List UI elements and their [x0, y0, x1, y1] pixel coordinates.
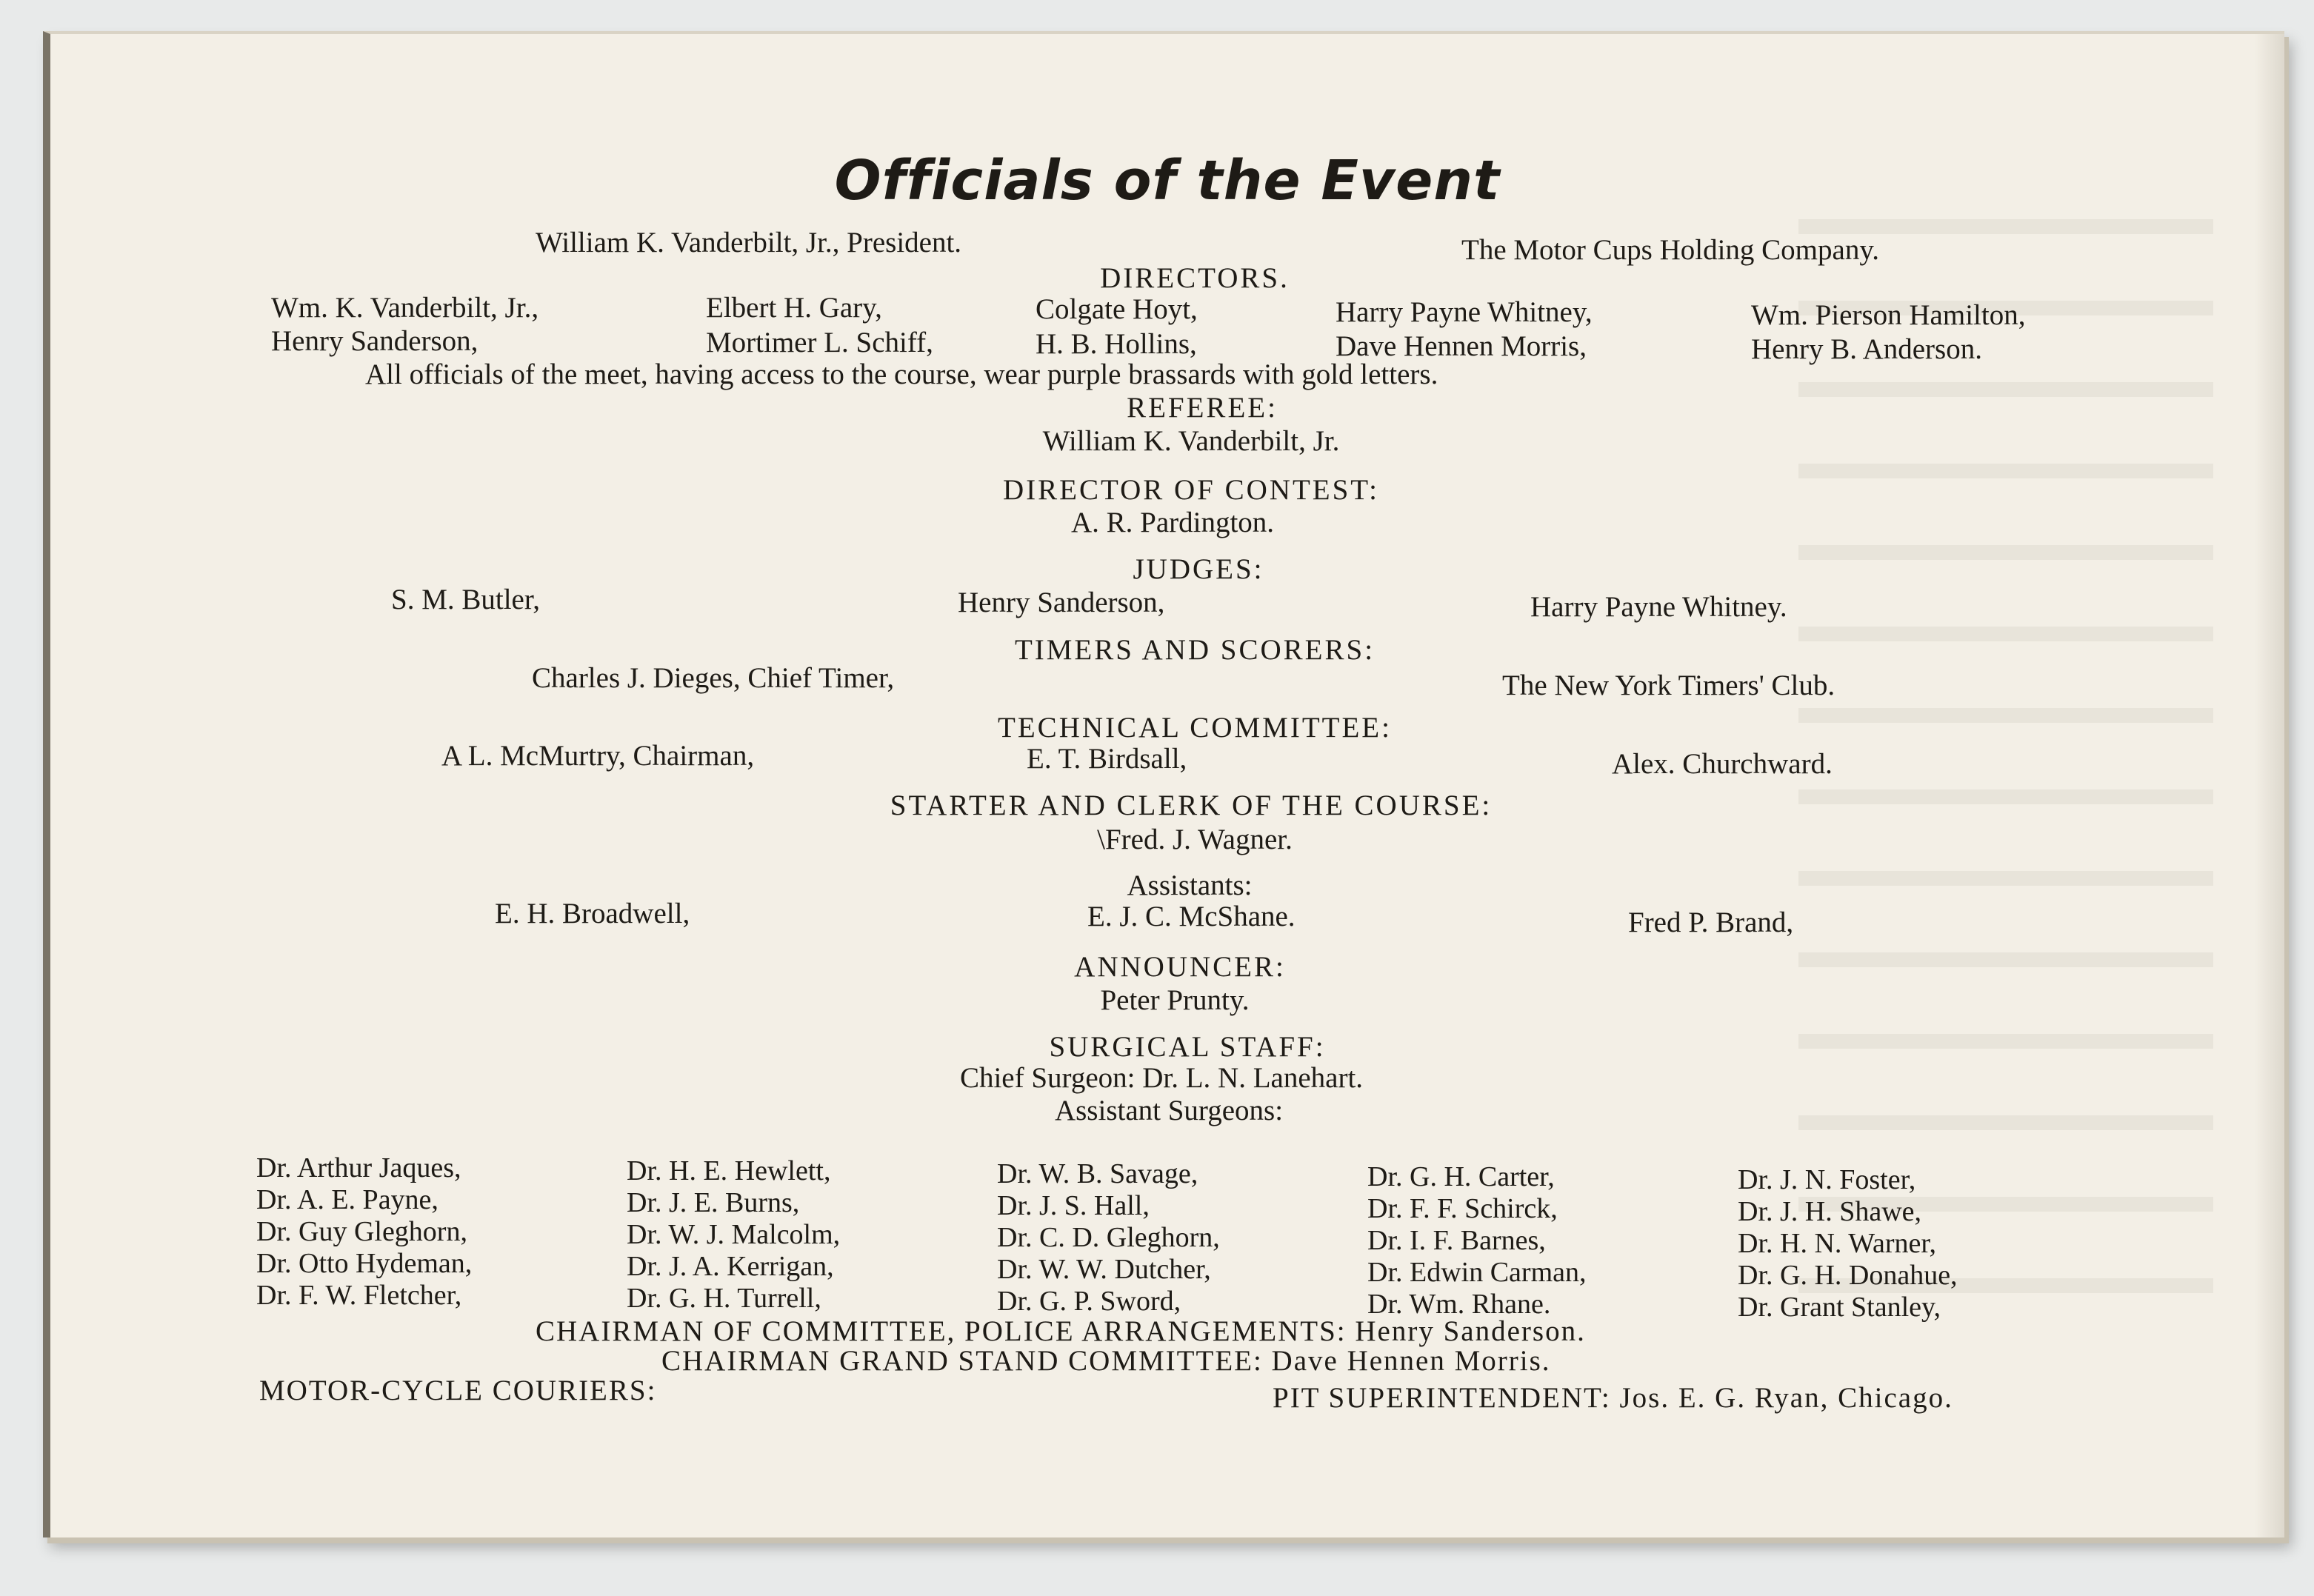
surgical-staff-heading: SURGICAL STAFF:	[1049, 1031, 1326, 1063]
surgeons-column	[1367, 1161, 1587, 1320]
director-name: H. B. Hollins,	[1036, 328, 1197, 360]
technical-member: E. T. Birdsall,	[1027, 743, 1187, 775]
brassard-notice: All officials of the meet, having access to the course, wear purple brassards with gold letters.	[365, 358, 1438, 390]
grand-stand-line: CHAIRMAN GRAND STAND COMMITTEE: Dave Hennen Morris.	[661, 1345, 1551, 1377]
judges-heading: JUDGES:	[1133, 553, 1264, 585]
surgeon-name: Dr. G. P. Sword,	[997, 1286, 1181, 1317]
motor-cycle-couriers: MOTOR-CYCLE COURIERS:	[259, 1375, 657, 1406]
judge-name: Henry Sanderson,	[958, 587, 1165, 618]
surgeon-name: Dr. W. W. Dutcher,	[997, 1254, 1211, 1285]
timer-name: Charles J. Dieges, Chief Timer,	[532, 662, 895, 694]
surgeon-name: Dr. Otto Hydeman,	[256, 1248, 473, 1279]
starter-heading: STARTER AND CLERK OF THE COURSE:	[890, 789, 1493, 821]
surgeons-column	[997, 1158, 1220, 1318]
surgeon-name: Dr. I. F. Barnes,	[1367, 1225, 1546, 1256]
surgeon-name: Dr. F. W. Fletcher,	[256, 1280, 462, 1311]
surgeon-name: Dr. J. N. Foster,	[1738, 1164, 1916, 1195]
director-name: Wm. K. Vanderbilt, Jr.,	[271, 292, 539, 324]
surgeon-name: Dr. W. J. Malcolm,	[627, 1219, 841, 1250]
directors-heading: DIRECTORS.	[1100, 262, 1290, 294]
surgeon-name: Dr. Edwin Carman,	[1367, 1257, 1587, 1288]
technical-committee-heading: TECHNICAL COMMITTEE:	[998, 712, 1392, 744]
surgeon-name: Dr. W. B. Savage,	[997, 1158, 1198, 1189]
director-name: Elbert H. Gary,	[706, 292, 882, 324]
director-name: Henry Sanderson,	[271, 325, 479, 357]
police-arrangements-line: CHAIRMAN OF COMMITTEE, POLICE ARRANGEMENTS: Henry Sanderson.	[536, 1315, 1586, 1347]
company-name: The Motor Cups Holding Company.	[1461, 234, 1880, 266]
president-line: William K. Vanderbilt, Jr., President.	[536, 227, 962, 258]
referee-name: William K. Vanderbilt, Jr.	[1042, 425, 1340, 457]
surgeon-name: Dr. Guy Gleghorn,	[256, 1216, 467, 1247]
director-of-contest-name: A. R. Pardington.	[1070, 507, 1275, 538]
starter-assistant: E. J. C. McShane.	[1087, 901, 1296, 932]
surgeons-column	[256, 1152, 472, 1312]
referee-heading: REFEREE:	[1127, 392, 1278, 424]
announcer-name: Peter Prunty.	[1100, 984, 1250, 1016]
timer-name: The New York Timers' Club.	[1502, 670, 1835, 701]
timers-heading: TIMERS AND SCORERS:	[1014, 634, 1376, 666]
director-of-contest-heading: DIRECTOR OF CONTEST:	[1002, 474, 1380, 506]
page-title: Officials of the Event	[834, 149, 1501, 213]
director-name: Colgate Hoyt,	[1036, 293, 1198, 325]
technical-member: A L. McMurtry, Chairman,	[441, 740, 755, 772]
surgeon-name: Dr. J. E. Burns,	[627, 1187, 800, 1218]
director-name: Dave Hennen Morris,	[1336, 330, 1587, 362]
pit-superintendent: PIT SUPERINTENDENT: Jos. E. G. Ryan, Chicago.	[1273, 1382, 1953, 1414]
chief-surgeon: Chief Surgeon: Dr. L. N. Lanehart.	[959, 1062, 1364, 1094]
director-name: Harry Payne Whitney,	[1336, 296, 1593, 328]
document-page	[43, 31, 2284, 1537]
surgeon-name: Dr. G. H. Donahue,	[1738, 1260, 1958, 1291]
surgeon-name: Dr. H. E. Hewlett,	[627, 1155, 831, 1186]
starter-assistants-heading: Assistants:	[1127, 869, 1253, 901]
starter-assistant: E. H. Broadwell,	[495, 898, 690, 929]
technical-member: Alex. Churchward.	[1612, 748, 1833, 780]
director-name: Wm. Pierson Hamilton,	[1751, 299, 2026, 331]
assistant-surgeons-heading: Assistant Surgeons:	[1054, 1095, 1284, 1126]
surgeon-name: Dr. Grant Stanley,	[1738, 1292, 1941, 1323]
judge-name: S. M. Butler,	[391, 584, 541, 615]
surgeon-name: Dr. Wm. Rhane.	[1367, 1289, 1551, 1320]
director-name: Mortimer L. Schiff,	[706, 327, 933, 358]
starter-assistant: Fred P. Brand,	[1628, 906, 1794, 938]
surgeon-name: Dr. J. A. Kerrigan,	[627, 1251, 834, 1282]
surgeon-name: Dr. A. E. Payne,	[256, 1184, 439, 1215]
page-edge-shadow	[2255, 34, 2284, 1537]
surgeon-name: Dr. G. H. Turrell,	[627, 1283, 821, 1314]
announcer-heading: ANNOUNCER:	[1074, 951, 1286, 983]
surgeon-name: Dr. J. H. Shawe,	[1738, 1196, 1922, 1227]
surgeon-name: Dr. C. D. Gleghorn,	[997, 1222, 1220, 1253]
surgeon-name: Dr. F. F. Schirck,	[1367, 1193, 1558, 1224]
director-name: Henry B. Anderson.	[1751, 333, 1982, 365]
surgeon-name: Dr. G. H. Carter,	[1367, 1161, 1555, 1192]
surgeons-column	[627, 1155, 840, 1315]
starter-name: \Fred. J. Wagner.	[1097, 824, 1293, 855]
surgeons-column	[1738, 1164, 1958, 1323]
judge-name: Harry Payne Whitney.	[1530, 591, 1787, 623]
surgeon-name: Dr. J. S. Hall,	[997, 1190, 1150, 1221]
surgeon-name: Dr. Arthur Jaques,	[256, 1152, 461, 1183]
surgeon-name: Dr. H. N. Warner,	[1738, 1228, 1937, 1259]
